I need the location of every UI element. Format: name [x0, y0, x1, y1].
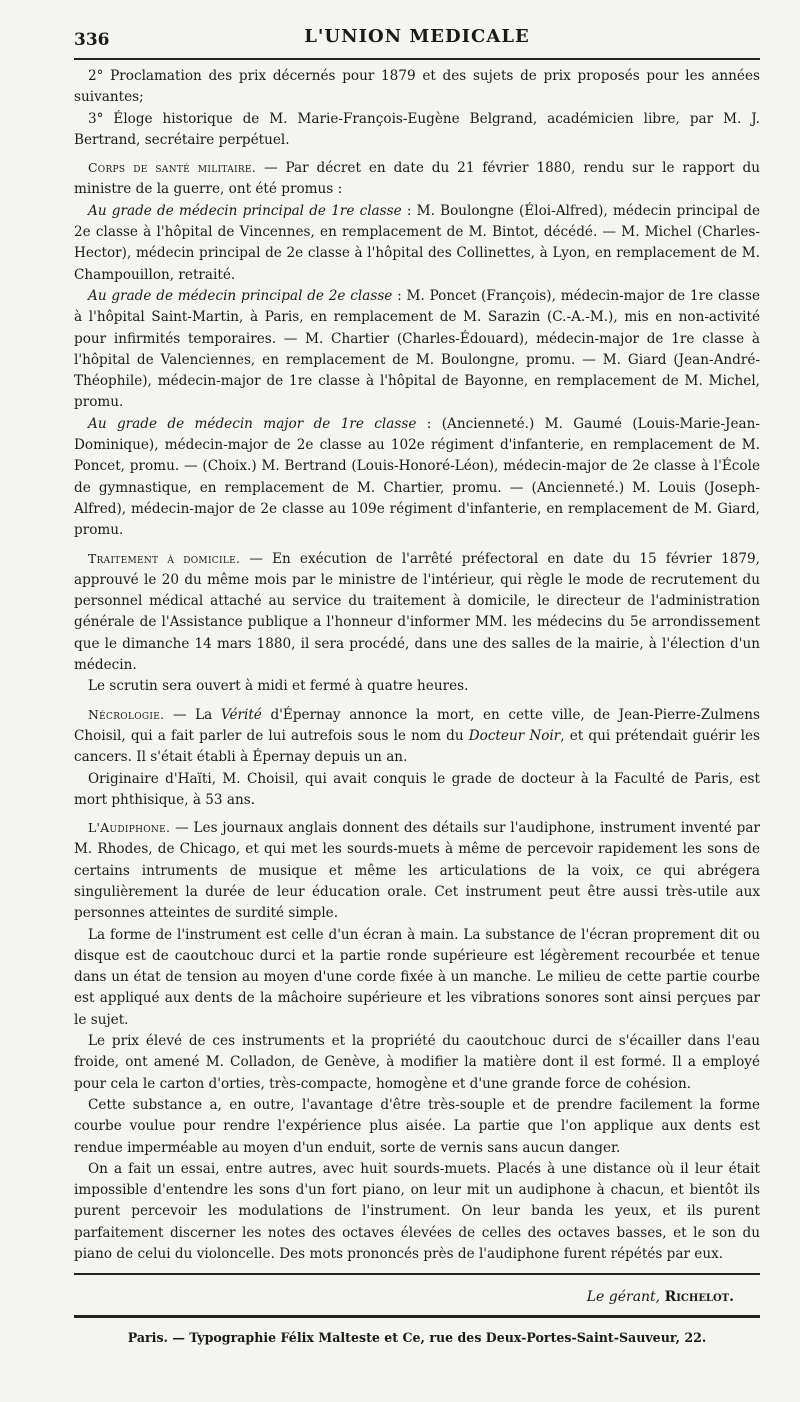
audiphone-text-4: Cette substance a, en outre, l'avantage d'être très-souple et de prendre facilement la forme courbe voulue pour rendre l'expérience plus aisée. La partie que l'on applique aux dents est rendue imperméable au moyen d'un enduit, sorte de vernis sans aucun danger. — [74, 1096, 760, 1156]
paragraph-audiphone-5 — [74, 1159, 760, 1265]
paragraph-corps-de-sante — [74, 157, 760, 201]
paragraph-audiphone-4 — [74, 1095, 760, 1159]
paragraph-traitement — [74, 548, 760, 677]
article-body — [74, 66, 760, 1265]
audiphone-text-3: Le prix élevé de ces instruments et la propriété du caoutchouc durci de s'écailler dans l'eau froide, ont amené M. Colladon, de Genève, à modifier la matière dont il est formé. Il a employé pour cela le carton d'orties, très-compacte, homogène et d'une grande force de cohésion. — [74, 1033, 760, 1092]
page-header — [74, 0, 760, 58]
journal-name: Vérité — [220, 706, 262, 723]
paragraph-necrologie — [74, 704, 760, 769]
audiphone-text-5: On a fait un essai, entre autres, avec huit sourds-muets. Placés à une distance où il leur était impossible d'entendre les sons d'un fort piano, on leur mit un audiphone à chacun, et bientôt ils purent percevoir les modulations de l'instrument. On leur banda les yeux, et ils purent parfaitement discerner les notes des octaves élevées de celles des octaves basses, et le son du piano de celui du violoncelle. Des mots prononcés près de l'audiphone furent répétés par eux. — [74, 1160, 760, 1263]
pseudonym: Docteur Noir — [468, 727, 561, 744]
necrologie-text-3: , et qui prétendait guérir les cancers. Il s'était établi à Épernay depuis un an. — [74, 727, 761, 766]
corps-intro: — Par décret en date du 21 février 1880, rendu sur le rapport du ministre de la guerre, ont été promus : — [74, 160, 760, 198]
section-heading-necrologie: Nécrologie. — [88, 706, 165, 722]
section-heading-audiphone: L'Audiphone. — [88, 820, 171, 836]
grade-text-principal-2: : M. Poncet (François), médecin-major de 1re classe à l'hôpital Saint-Martin, à Paris, en remplacement de M. Sarazin (C.-A.-M.), mis en non-activité pour infirmités temporaires. — M. Chartier (Charles-Édouard), médecin-major de 1re classe à l'hôpital de Valenciennes, en remplacement de M. Boulongne, promu. — M. Giard (Jean-André-Théophile), médecin-major de 1re classe à l'hôpital de Bayonne, en remplacement de M. Michel, promu. — [74, 287, 761, 411]
necrologie-text-1: — La — [164, 706, 221, 723]
paragraph-choisil — [74, 769, 760, 812]
signature-role: Le gérant, — [586, 1289, 661, 1306]
closing-rule — [74, 1273, 760, 1275]
signature-name: Richelot. — [664, 1289, 734, 1306]
header-rule — [74, 58, 760, 60]
paragraph-proclamation — [74, 66, 760, 109]
printer-rule — [74, 1315, 760, 1318]
printer-imprint: Paris. — Typographie Félix Malteste et Ce, rue des Deux-Portes-Saint-Sauveur, 22. — [127, 1330, 707, 1346]
grade-text-principal-1: : M. Boulongne (Éloi-Alfred), médecin principal de 2e classe à l'hôpital de Vincennes, en remplacement de M. Bintot, décédé. — M. Michel (Charles-Hector), médecin principal de 2e classe à l'hôpital des Collinettes, à Lyon, en remplacement de M. Champouillon, retraité. — [74, 202, 760, 283]
proclamation-text: 2° Proclamation des prix décernés pour 1879 et des sujets de prix proposés pour les années suivantes; — [74, 68, 760, 106]
page-number: 336 — [74, 30, 110, 50]
necrologie-text-2: d'Épernay annonce la mort, en cette ville, de Jean-Pierre-Zulmens Choisil, qui a fait parler de lui autrefois sous le nom du — [74, 706, 760, 744]
grade-label-principal-1: Au grade de médecin principal de 1re classe — [88, 202, 402, 219]
paragraph-grade-major-1 — [74, 414, 760, 542]
paragraph-eloge — [74, 109, 760, 152]
section-heading-corps-de-sante: Corps de santé militaire. — [88, 160, 257, 176]
paragraph-grade-principal-2 — [74, 286, 760, 414]
paragraph-grade-principal-1 — [74, 201, 760, 286]
paragraph-audiphone-2 — [74, 925, 760, 1031]
scrutin-text: Le scrutin sera ouvert à midi et fermé à quatre heures. — [88, 678, 469, 695]
paragraph-audiphone-1 — [74, 817, 760, 924]
section-heading-traitement: Traitement à domicile. — [88, 550, 241, 566]
grade-label-major-1: Au grade de médecin major de 1re classe — [88, 415, 417, 432]
audiphone-text-2: La forme de l'instrument est celle d'un écran à main. La substance de l'écran proprement dit ou disque est de caoutchouc durci et la partie ronde supérieure est légèrement recourbée et tenue dans un état de tension au moyen d'une corde fixée à un manche. Le milieu de cette partie courbe est appliqué aux dents de la mâchoire supérieure et les vibrations sonores sont ainsi perçues par le sujet. — [74, 926, 760, 1028]
running-title: L'UNION MEDICALE — [304, 26, 530, 47]
grade-text-major-1: : (Ancienneté.) M. Gaumé (Louis-Marie-Jean-Dominique), médecin-major de 2e classe au 102e régiment d'infanterie, en remplacement de M. Poncet, promu. — (Choix.) M. Bertrand (Louis-Honoré-Léon), médecin-major de 2e classe à l'École de gymnastique, en remplacement de M. Chartier, promu. — (Ancienneté.) M. Louis (Joseph-Alfred), médecin-major de 2e classe au 109e régiment d'infanterie, en remplacement de M. Giard, promu. — [74, 415, 760, 539]
paragraph-scrutin — [74, 676, 760, 697]
grade-label-principal-2: Au grade de médecin principal de 2e classe — [88, 287, 393, 304]
paragraph-audiphone-3 — [74, 1031, 760, 1095]
traitement-text: — En exécution de l'arrêté préfectoral en date du 15 février 1879, approuvé le 20 du même mois par le ministre de l'intérieur, qui règle le mode de recrutement du personnel médical attaché au service du traitement à domicile, le directeur de l'administration générale de l'Assistance publique a l'honneur d'informer MM. les médecins du 5e arrondissement que le dimanche 14 mars 1880, il sera procédé, dans une des salles de la mairie, à l'élection d'un médecin. — [74, 550, 760, 674]
choisil-text: Originaire d'Haïti, M. Choisil, qui avait conquis le grade de docteur à la Faculté de Paris, est mort phthisique, à 53 ans. — [74, 770, 760, 808]
eloge-text: 3° Éloge historique de M. Marie-François-Eugène Belgrand, académicien libre, par M. J. Bertrand, secrétaire perpétuel. — [74, 110, 760, 148]
audiphone-text-1: — Les journaux anglais donnent des détails sur l'audiphone, instrument inventé par M. Rhodes, de Chicago, et qui met les sourds-muets à même de percevoir rapidement les sons de certains intruments de musique et même les articulations de la voix, ce qui abrégera singulièrement la durée de leur éducation orale. Cet instrument peut être aussi très-utile aux personnes atteintes de surdité simple. — [74, 820, 760, 922]
signature — [74, 1289, 760, 1305]
